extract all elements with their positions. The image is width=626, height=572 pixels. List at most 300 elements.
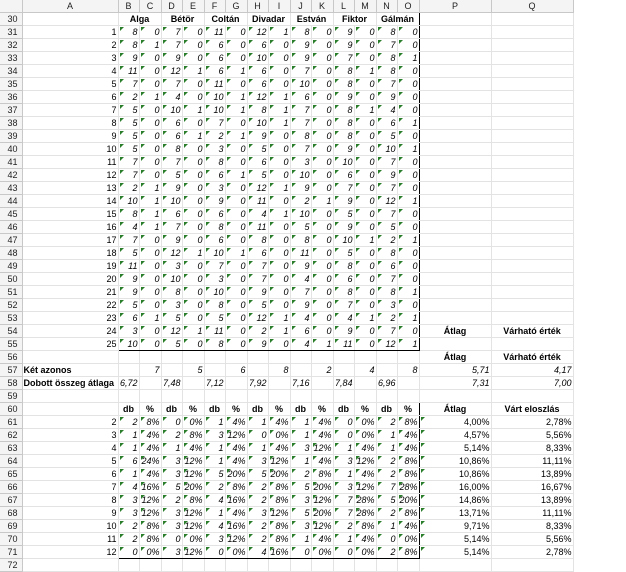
avg-sum-value[interactable]: 7,48 [162,378,181,388]
roll-sum[interactable]: 8 [204,221,225,234]
round-number[interactable]: 25 [22,338,118,351]
row-header[interactable]: 65 [0,468,22,481]
double-flag[interactable]: 0 [225,52,247,65]
double-flag[interactable]: 0 [311,52,333,65]
roll-sum[interactable]: 7 [376,182,397,195]
roll-sum[interactable]: 5 [333,247,354,260]
count-value[interactable]: 3 [118,494,139,507]
double-flag[interactable]: 1 [225,130,247,143]
roll-sum[interactable]: 5 [376,221,397,234]
cell[interactable] [139,351,161,364]
percent-value[interactable]: 8% [268,481,290,494]
roll-sum[interactable]: 5 [247,299,268,312]
double-flag[interactable]: 1 [139,221,161,234]
double-flag[interactable]: 0 [311,78,333,91]
row-header[interactable]: 70 [0,533,22,546]
roll-sum[interactable]: 8 [333,130,354,143]
roll-sum[interactable]: 11 [118,65,139,78]
percent-header[interactable]: % [311,403,333,416]
percent-value[interactable]: 12% [225,533,247,546]
double-flag[interactable]: 0 [225,260,247,273]
cell[interactable] [419,208,491,221]
roll-sum[interactable]: 9 [333,221,354,234]
roll-sum[interactable]: 3 [161,299,182,312]
double-flag[interactable]: 1 [139,312,161,325]
cell[interactable] [204,351,225,364]
two-same-expected[interactable]: 4,17 [491,364,573,377]
roll-sum[interactable]: 6 [204,169,225,182]
percent-header[interactable]: % [139,403,161,416]
roll-sum[interactable]: 11 [204,26,225,39]
double-flag[interactable]: 0 [139,104,161,117]
average-header[interactable]: Átlag [419,403,491,416]
double-flag[interactable]: 0 [354,273,376,286]
row-header[interactable]: 68 [0,507,22,520]
cell[interactable] [419,156,491,169]
row-header[interactable]: 38 [0,117,22,130]
roll-sum[interactable]: 6 [290,325,311,338]
count-value[interactable]: 6 [118,455,139,468]
double-flag[interactable]: 0 [397,169,419,182]
double-flag[interactable]: 0 [354,208,376,221]
expected-dist-header[interactable]: Várt eloszlás [491,403,573,416]
cell[interactable] [290,559,311,572]
double-flag[interactable]: 0 [397,130,419,143]
average-percent[interactable]: 9,71% [419,520,491,533]
double-flag[interactable]: 1 [182,65,204,78]
double-flag[interactable]: 0 [139,117,161,130]
round-number[interactable]: 24 [22,325,118,338]
double-flag[interactable]: 0 [311,117,333,130]
double-flag[interactable]: 0 [225,208,247,221]
double-flag[interactable]: 1 [182,130,204,143]
roll-sum[interactable]: 12 [247,91,268,104]
percent-value[interactable]: 8% [268,533,290,546]
count-value[interactable]: 5 [204,468,225,481]
round-number[interactable]: 18 [22,247,118,260]
roll-sum[interactable]: 7 [204,260,225,273]
cell[interactable] [419,65,491,78]
cell[interactable] [311,377,333,390]
roll-sum[interactable]: 8 [333,260,354,273]
roll-sum[interactable]: 9 [333,91,354,104]
roll-sum[interactable]: 6 [161,117,182,130]
cell[interactable] [491,104,573,117]
cell[interactable] [491,559,573,572]
double-flag[interactable]: 0 [268,338,290,351]
roll-sum[interactable]: 5 [118,104,139,117]
column-header-h[interactable]: H [247,0,268,13]
row-header[interactable]: 53 [0,312,22,325]
roll-sum[interactable]: 10 [204,286,225,299]
sum-value[interactable]: 10 [22,520,118,533]
sum-value[interactable]: 5 [22,455,118,468]
expected-percent[interactable]: 11,11% [491,507,573,520]
column-header-g[interactable]: G [225,0,247,13]
count-value[interactable]: 0 [333,416,354,429]
roll-sum[interactable]: 7 [290,117,311,130]
cell[interactable] [290,351,311,364]
count-value[interactable]: 3 [161,546,182,559]
roll-sum[interactable]: 10 [333,156,354,169]
count-value[interactable]: 3 [290,494,311,507]
avg-sum-value[interactable]: 7,16 [291,378,310,388]
roll-sum[interactable]: 4 [376,104,397,117]
double-flag[interactable]: 0 [139,26,161,39]
roll-sum[interactable]: 7 [290,104,311,117]
cell[interactable] [419,195,491,208]
cell[interactable] [118,351,139,364]
double-flag[interactable]: 1 [139,195,161,208]
roll-sum[interactable]: 12 [376,338,397,351]
roll-sum[interactable]: 6 [204,65,225,78]
double-flag[interactable]: 0 [397,221,419,234]
double-flag[interactable]: 0 [182,117,204,130]
percent-value[interactable]: 20% [397,494,419,507]
roll-sum[interactable]: 9 [247,338,268,351]
percent-value[interactable]: 8% [397,455,419,468]
double-flag[interactable]: 0 [182,195,204,208]
count-value[interactable]: 3 [290,442,311,455]
double-flag[interactable]: 0 [182,260,204,273]
percent-value[interactable]: 12% [182,468,204,481]
roll-sum[interactable]: 9 [290,299,311,312]
double-flag[interactable]: 0 [182,91,204,104]
cell[interactable] [22,390,118,403]
roll-sum[interactable]: 7 [333,299,354,312]
double-flag[interactable]: 0 [397,65,419,78]
double-flag[interactable]: 0 [139,286,161,299]
cell[interactable] [419,312,491,325]
count-value[interactable]: 1 [161,442,182,455]
roll-sum[interactable]: 4 [333,312,354,325]
count-value[interactable]: 7 [333,507,354,520]
roll-sum[interactable]: 2 [118,182,139,195]
cell[interactable] [491,234,573,247]
double-flag[interactable]: 0 [354,117,376,130]
roll-sum[interactable]: 9 [290,260,311,273]
count-value[interactable]: 5 [247,468,268,481]
double-flag[interactable]: 0 [397,247,419,260]
roll-sum[interactable]: 7 [161,26,182,39]
round-number[interactable]: 20 [22,273,118,286]
roll-sum[interactable]: 8 [290,130,311,143]
double-flag[interactable]: 1 [354,234,376,247]
cell[interactable] [397,390,419,403]
percent-value[interactable]: 12% [182,507,204,520]
label-avg-sum[interactable]: Dobott összeg átlaga [22,377,118,390]
double-flag[interactable]: 0 [311,325,333,338]
cell[interactable] [311,351,333,364]
double-flag[interactable]: 0 [225,286,247,299]
player-name[interactable]: Fiktor [333,13,376,26]
double-flag[interactable]: 0 [225,117,247,130]
double-flag[interactable]: 0 [139,169,161,182]
cell[interactable] [118,364,139,377]
double-flag[interactable]: 1 [397,52,419,65]
avg-sum-value[interactable]: 7,12 [205,378,224,388]
percent-value[interactable]: 4% [182,442,204,455]
percent-value[interactable]: 12% [268,507,290,520]
double-flag[interactable]: 1 [354,65,376,78]
cell[interactable] [139,377,161,390]
percent-value[interactable]: 16% [268,546,290,559]
double-flag[interactable]: 0 [139,234,161,247]
percent-value[interactable]: 8% [397,546,419,559]
roll-sum[interactable]: 8 [204,156,225,169]
expected-header[interactable]: Várható érték [491,325,573,338]
count-value[interactable]: 5 [376,494,397,507]
double-flag[interactable]: 0 [354,338,376,351]
round-number[interactable]: 2 [22,39,118,52]
cell[interactable] [22,403,118,416]
count-value[interactable]: 1 [118,468,139,481]
row-header[interactable]: 35 [0,78,22,91]
roll-sum[interactable]: 6 [204,52,225,65]
double-flag[interactable]: 0 [311,26,333,39]
roll-sum[interactable]: 9 [333,143,354,156]
percent-value[interactable]: 24% [139,455,161,468]
roll-sum[interactable]: 6 [247,78,268,91]
cell[interactable] [419,338,491,351]
roll-sum[interactable]: 7 [290,143,311,156]
roll-sum[interactable]: 11 [333,338,354,351]
double-flag[interactable]: 1 [311,338,333,351]
cell[interactable] [491,247,573,260]
roll-sum[interactable]: 8 [118,208,139,221]
count-value[interactable]: 3 [161,455,182,468]
sum-value[interactable]: 12 [22,546,118,559]
double-flag[interactable]: 0 [311,234,333,247]
double-flag[interactable]: 0 [139,325,161,338]
round-number[interactable]: 10 [22,143,118,156]
count-value[interactable]: 0 [333,546,354,559]
double-flag[interactable]: 1 [182,325,204,338]
percent-value[interactable]: 12% [311,442,333,455]
row-header[interactable]: 49 [0,260,22,273]
avg-sum-value[interactable]: 6,96 [377,378,396,388]
roll-sum[interactable]: 6 [247,65,268,78]
cell[interactable] [182,351,204,364]
roll-sum[interactable]: 10 [290,208,311,221]
roll-sum[interactable]: 7 [161,156,182,169]
roll-sum[interactable]: 6 [333,273,354,286]
cell[interactable] [491,156,573,169]
roll-sum[interactable]: 7 [376,156,397,169]
row-header[interactable]: 45 [0,208,22,221]
cell[interactable] [491,260,573,273]
roll-sum[interactable]: 7 [118,156,139,169]
count-value[interactable]: 5 [290,481,311,494]
cell[interactable] [354,559,376,572]
cell[interactable] [139,390,161,403]
roll-sum[interactable]: 2 [118,91,139,104]
sum-value[interactable]: 2 [22,416,118,429]
round-number[interactable]: 15 [22,208,118,221]
count-value[interactable]: 1 [333,533,354,546]
roll-sum[interactable]: 7 [376,39,397,52]
cell[interactable] [491,39,573,52]
cell[interactable] [22,13,118,26]
roll-sum[interactable]: 9 [204,195,225,208]
player-name[interactable]: Coltán [204,13,247,26]
roll-sum[interactable]: 8 [333,117,354,130]
cell[interactable] [419,26,491,39]
percent-value[interactable]: 8% [268,494,290,507]
roll-sum[interactable]: 7 [118,234,139,247]
average-percent[interactable]: 16,00% [419,481,491,494]
count-value[interactable]: 2 [376,416,397,429]
percent-header[interactable]: % [397,403,419,416]
round-number[interactable]: 21 [22,286,118,299]
sum-value[interactable]: 11 [22,533,118,546]
count-value[interactable]: 3 [247,455,268,468]
column-header-p[interactable]: P [419,0,491,13]
roll-sum[interactable]: 11 [247,221,268,234]
cell[interactable] [419,299,491,312]
cell[interactable] [225,390,247,403]
roll-sum[interactable]: 5 [118,130,139,143]
row-header[interactable]: 42 [0,169,22,182]
sum-value[interactable]: 9 [22,507,118,520]
average-percent[interactable]: 5,14% [419,533,491,546]
percent-value[interactable]: 4% [311,416,333,429]
roll-sum[interactable]: 8 [376,247,397,260]
roll-sum[interactable]: 5 [247,169,268,182]
roll-sum[interactable]: 7 [247,273,268,286]
row-header[interactable]: 64 [0,455,22,468]
row-header[interactable]: 52 [0,299,22,312]
count-value[interactable]: 1 [118,429,139,442]
row-header[interactable]: 36 [0,91,22,104]
cell[interactable] [376,559,397,572]
percent-header[interactable]: % [268,403,290,416]
double-flag[interactable]: 0 [139,143,161,156]
double-flag[interactable]: 1 [268,26,290,39]
roll-sum[interactable]: 5 [333,208,354,221]
column-header-o[interactable]: O [397,0,419,13]
percent-value[interactable]: 16% [139,481,161,494]
roll-sum[interactable]: 8 [290,26,311,39]
percent-value[interactable]: 4% [268,416,290,429]
count-value[interactable]: 4 [247,546,268,559]
double-flag[interactable]: 0 [354,39,376,52]
row-header[interactable]: 71 [0,546,22,559]
double-flag[interactable]: 1 [225,104,247,117]
cell[interactable] [204,390,225,403]
row-header[interactable]: 48 [0,247,22,260]
count-value[interactable]: 1 [290,429,311,442]
double-flag[interactable]: 1 [397,312,419,325]
roll-sum[interactable]: 8 [376,65,397,78]
double-flag[interactable]: 0 [182,169,204,182]
percent-value[interactable]: 12% [354,455,376,468]
count-value[interactable]: 1 [118,442,139,455]
count-value[interactable]: 2 [161,494,182,507]
cell[interactable] [333,351,354,364]
double-flag[interactable]: 0 [311,208,333,221]
roll-sum[interactable]: 10 [333,234,354,247]
avg-sum-expected[interactable]: 7,00 [491,377,573,390]
expected-percent[interactable]: 11,11% [491,455,573,468]
double-flag[interactable]: 1 [354,104,376,117]
double-flag[interactable]: 0 [354,78,376,91]
double-flag[interactable]: 0 [397,325,419,338]
double-flag[interactable]: 0 [354,221,376,234]
count-value[interactable]: 1 [376,520,397,533]
roll-sum[interactable]: 10 [118,338,139,351]
row-header[interactable]: 69 [0,520,22,533]
two-same-value[interactable]: 5 [182,364,204,377]
roll-sum[interactable]: 8 [376,52,397,65]
row-header[interactable]: 34 [0,65,22,78]
count-value[interactable]: 1 [333,468,354,481]
roll-sum[interactable]: 8 [290,234,311,247]
average-header[interactable]: Átlag [419,325,491,338]
percent-value[interactable]: 4% [354,533,376,546]
round-number[interactable]: 8 [22,117,118,130]
count-value[interactable]: 0 [333,429,354,442]
column-header-i[interactable]: I [268,0,290,13]
double-flag[interactable]: 1 [268,208,290,221]
player-name[interactable]: Alga [118,13,161,26]
double-flag[interactable]: 0 [182,143,204,156]
double-flag[interactable]: 0 [311,39,333,52]
count-value[interactable]: 3 [290,520,311,533]
double-flag[interactable]: 0 [268,221,290,234]
roll-sum[interactable]: 6 [247,247,268,260]
roll-sum[interactable]: 7 [118,78,139,91]
roll-sum[interactable]: 5 [247,143,268,156]
double-flag[interactable]: 0 [354,169,376,182]
percent-value[interactable]: 28% [354,507,376,520]
count-value[interactable]: 0 [118,546,139,559]
expected-percent[interactable]: 5,56% [491,533,573,546]
round-number[interactable]: 13 [22,182,118,195]
double-flag[interactable]: 0 [311,130,333,143]
double-flag[interactable]: 1 [397,117,419,130]
count-value[interactable]: 0 [376,533,397,546]
count-value[interactable]: 2 [290,468,311,481]
cell[interactable] [491,195,573,208]
percent-value[interactable]: 4% [354,468,376,481]
cell[interactable] [419,286,491,299]
sum-value[interactable]: 7 [22,481,118,494]
percent-value[interactable]: 8% [139,520,161,533]
roll-sum[interactable]: 9 [161,182,182,195]
roll-sum[interactable]: 4 [290,273,311,286]
percent-value[interactable]: 0% [182,533,204,546]
player-name[interactable]: Gálmán [376,13,419,26]
percent-value[interactable]: 0% [268,429,290,442]
row-header[interactable]: 55 [0,338,22,351]
count-value[interactable]: 3 [333,481,354,494]
percent-value[interactable]: 20% [182,481,204,494]
percent-value[interactable]: 0% [354,546,376,559]
column-header-e[interactable]: E [182,0,204,13]
double-flag[interactable]: 0 [354,26,376,39]
count-value[interactable]: 2 [333,520,354,533]
roll-sum[interactable]: 6 [247,39,268,52]
percent-value[interactable]: 8% [182,429,204,442]
count-value[interactable]: 2 [204,481,225,494]
double-flag[interactable]: 0 [354,299,376,312]
double-flag[interactable]: 0 [225,312,247,325]
row-header[interactable]: 51 [0,286,22,299]
percent-value[interactable]: 20% [268,468,290,481]
double-flag[interactable]: 0 [354,195,376,208]
row-header[interactable]: 37 [0,104,22,117]
